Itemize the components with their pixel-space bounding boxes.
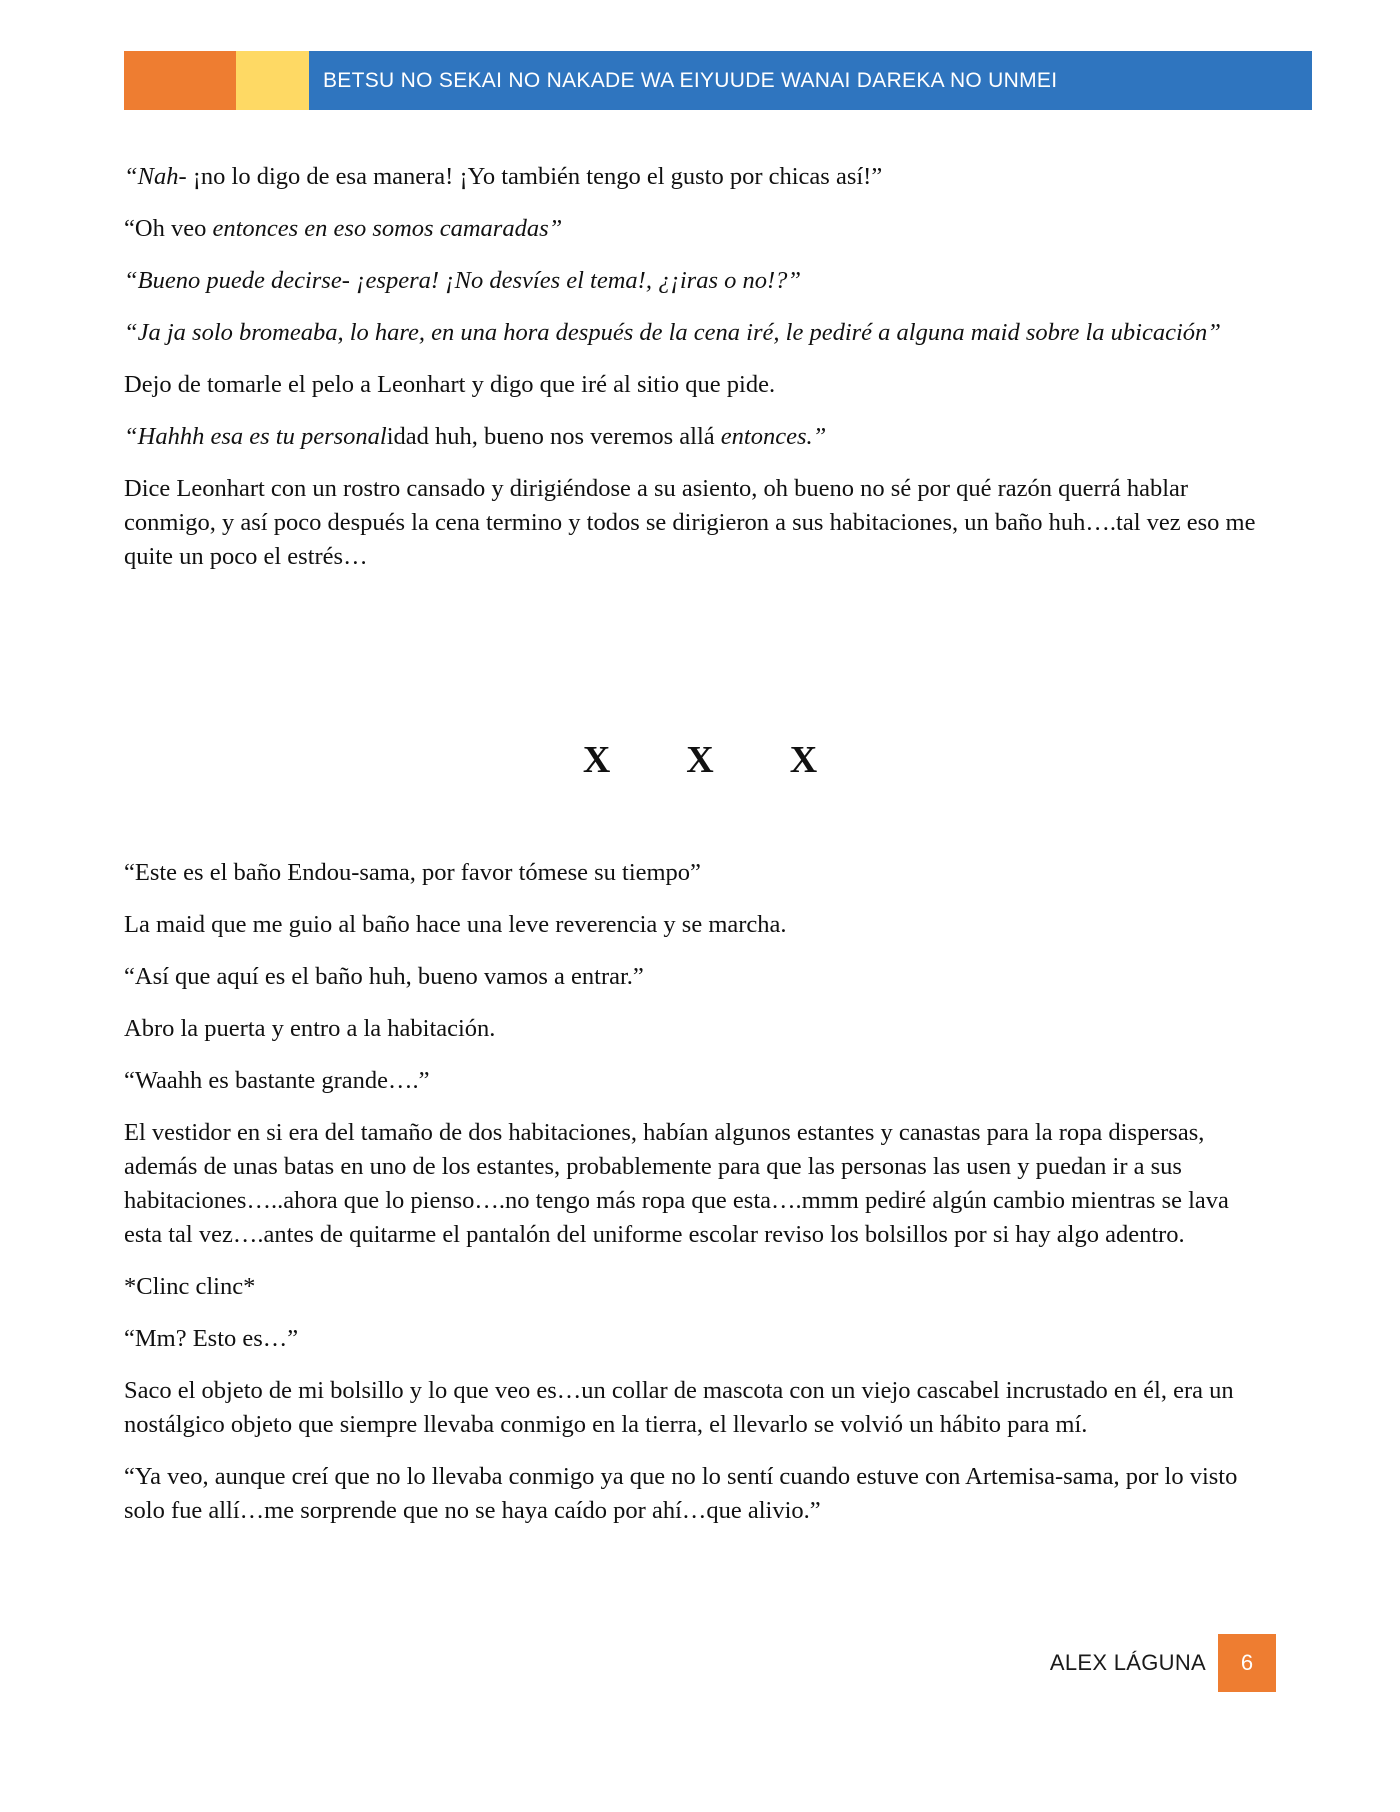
page-header — [124, 51, 1312, 110]
paragraph — [124, 160, 1264, 194]
paragraph: “Waahh es bastante grande….” — [124, 1067, 430, 1094]
page-number: 6 — [1218, 1634, 1276, 1692]
paragraph: Saco el objeto de mi bolsillo y lo que veo es…un collar de mascota con un viejo cascabel incrustado en él, era un nostálgico objeto que siempre llevaba conmigo en la tierra, el llevarlo se volvió un hábito para mí. — [124, 1377, 1234, 1438]
separator-mark: X — [686, 739, 714, 781]
paragraph: Abro la puerta y entro a la habitación. — [124, 1015, 496, 1042]
paragraph: *Clinc clinc* — [124, 1273, 256, 1300]
text-span: ¡no lo digo de esa manera! ¡Yo también tengo el gusto por chicas así!” — [186, 163, 883, 190]
paragraph: “Ja ja solo bromeaba, lo hare, en una hora después de la cena iré, le pediré a alguna maid sobre la ubicación” — [124, 319, 1221, 346]
paragraph: “Así que aquí es el baño huh, bueno vamos a entrar.” — [124, 963, 644, 990]
paragraph: Dice Leonhart con un rostro cansado y dirigiéndose a su asiento, oh bueno no sé por qué razón querrá hablar conmigo, y así poco después la cena termino y todos se dirigieron a sus habitaciones, un baño huh….tal vez eso me quite un poco el estrés… — [124, 475, 1256, 570]
paragraph: La maid que me guio al baño hace una leve reverencia y se marcha. — [124, 911, 787, 938]
text-span: idad huh, bueno nos veremos allá — [386, 423, 721, 450]
paragraph: “Ya veo, aunque creí que no lo llevaba conmigo ya que no lo sentí cuando estuve con Artemisa-sama, por lo visto solo fue allí…me sorprende que no se haya caído por ahí…que alivio.” — [124, 1463, 1238, 1524]
paragraph: El vestidor en si era del tamaño de dos habitaciones, habían algunos estantes y canastas para la ropa dispersas, además de unas batas en uno de los estantes, probablemente para que las personas las usen y puedan ir a sus habitaciones…..ahora que lo pienso….no tengo más ropa que esta….mmm pediré algún cambio mientras se lava esta tal vez….antes de quitarme el pantalón del uniforme escolar reviso los bolsillos por si hay algo adentro. — [124, 1119, 1229, 1248]
text-span: “Hahhh esa es tu personal — [124, 423, 387, 450]
text-span: entonces en eso somos camaradas” — [212, 215, 563, 242]
paragraph — [124, 212, 1264, 246]
scene-separator — [0, 738, 1400, 782]
paragraph: Dejo de tomarle el pelo a Leonhart y digo que iré al sitio que pide. — [124, 371, 776, 398]
paragraph — [124, 420, 1264, 454]
page-footer — [1050, 1634, 1276, 1692]
paragraph: “Este es el baño Endou-sama, por favor tómese su tiempo” — [124, 859, 701, 886]
footer-author: ALEX LÁGUNA — [1049, 1650, 1206, 1675]
separator-mark: X — [582, 739, 611, 781]
paragraph: “Bueno puede decirse- ¡espera! ¡No desvíes el tema!, ¿¡iras o no!?” — [124, 267, 802, 294]
text-span: “Oh veo — [124, 215, 213, 242]
paragraph: “Mm? Esto es…” — [124, 1325, 299, 1352]
text-span: “Nah- — [124, 163, 187, 190]
text-block-1 — [124, 160, 1264, 592]
header-yellow-block — [236, 51, 309, 110]
text-block-2 — [124, 856, 1264, 1546]
header-orange-block — [124, 51, 236, 110]
header-title: BETSU NO SEKAI NO NAKADE WA EIYUUDE WANAI DAREKA NO UNMEI — [309, 51, 1312, 110]
text-span: entonces.” — [720, 423, 827, 450]
separator-mark: X — [789, 739, 818, 781]
